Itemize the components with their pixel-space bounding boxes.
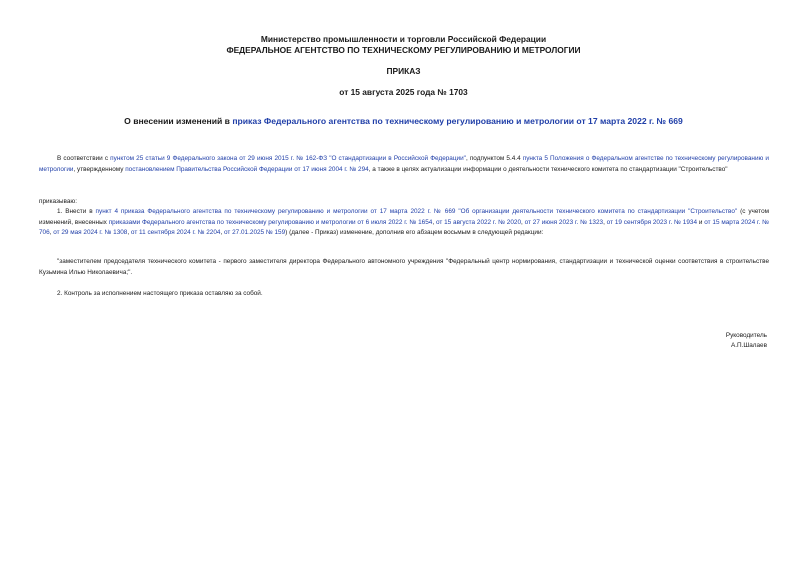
title-link[interactable]: приказ Федерального агентства по техническому регулированию и метрологии от 17 марта 2022 г. № 669 [232, 116, 683, 126]
amend-link-1934[interactable]: от 19 сентября 2023 г. № 1934 [606, 218, 698, 226]
doc-title [0, 116, 807, 126]
government-decree-link[interactable]: постановлением Правительства Российской Федерации от 17 июня 2004 г. № 294 [125, 165, 369, 173]
text: В соответствии с [57, 155, 111, 162]
text: 1. Внести в [57, 208, 96, 215]
text: , подпунктом 5.4.4 [465, 155, 523, 162]
item-1-paragraph [39, 207, 769, 239]
item-2-paragraph: 2. Контроль за исполнением настоящего приказа оставляю за собой. [57, 290, 263, 297]
text: , [521, 218, 525, 226]
preamble-paragraph [39, 154, 769, 175]
doc-date-number: от 15 августа 2025 года № 1703 [339, 87, 468, 97]
agency-heading: ФЕДЕРАЛЬНОЕ АГЕНТСТВО ПО ТЕХНИЧЕСКОМУ РЕГУЛИРОВАНИЮ И МЕТРОЛОГИИ [226, 45, 581, 55]
amend-link-706[interactable]: от 15 марта 2024 г. № 706 [39, 218, 769, 237]
text: , утвержденному [73, 165, 126, 173]
text: , [49, 229, 54, 237]
text: , [127, 229, 131, 237]
law-link[interactable]: пунктом 25 статьи 9 Федерального закона от 29 июня 2015 г. № 162-ФЗ "О стандартизации в Российской Федерации" [110, 155, 466, 162]
text: , [432, 218, 436, 226]
amend-link-2020[interactable]: от 15 августа 2022 г. № 2020 [435, 218, 522, 226]
amend-link-159[interactable]: от 27.01.2025 № 159 [224, 229, 286, 237]
doc-type-heading: ПРИКАЗ [386, 66, 421, 76]
signature-position: Руководитель [725, 332, 767, 339]
text: , а также в целях актуализации информации о деятельности технического комитета по стандартизации "Строительство" [368, 165, 728, 173]
text: , [220, 229, 224, 237]
quoted-addition: "заместителем председателя технического комитета - первого заместителя директора Федерального автономного учреждения "Федеральный центр нормирования, стандартизации и технической оценки соответствия в строительстве Кузьмина Илью Николаевича;". [39, 258, 769, 276]
ministry-heading: Министерство промышленности и торговли Российской Федерации [260, 34, 547, 44]
order-669-link[interactable]: пункт 4 приказа Федерального агентства по техническому регулированию и метрологии от 17 марта 2022 г. № 669 "Об организации деятельности технического комитета по стандартизации "Строительство" [95, 208, 738, 215]
amend-link-1654[interactable]: приказами Федерального агентства по техническому регулированию и метрологии от 6 июля 2022 г. № 1654 [108, 218, 433, 226]
amend-link-1323[interactable]: от 27 июня 2023 г. № 1323 [524, 218, 604, 226]
text: ) (далее - Приказ) изменение, дополнив его абзацем восьмым в следующей редакции: [285, 229, 544, 237]
text: , [603, 218, 607, 226]
amend-link-2204[interactable]: от 11 сентября 2024 г. № 2204 [130, 229, 221, 237]
order-word: приказываю: [39, 198, 77, 205]
text: (с учетом изменений, внесенных [39, 208, 770, 226]
amend-link-1308[interactable]: от 29 мая 2024 г. № 1308 [53, 229, 128, 237]
title-prefix: О внесении изменений в [124, 116, 233, 126]
signature-name: А.П.Шалаев [730, 342, 767, 349]
regulation-link[interactable]: пункта 5 Положения о Федеральном агентстве по техническому регулированию и метрологии [39, 155, 769, 173]
text: и [697, 218, 705, 226]
